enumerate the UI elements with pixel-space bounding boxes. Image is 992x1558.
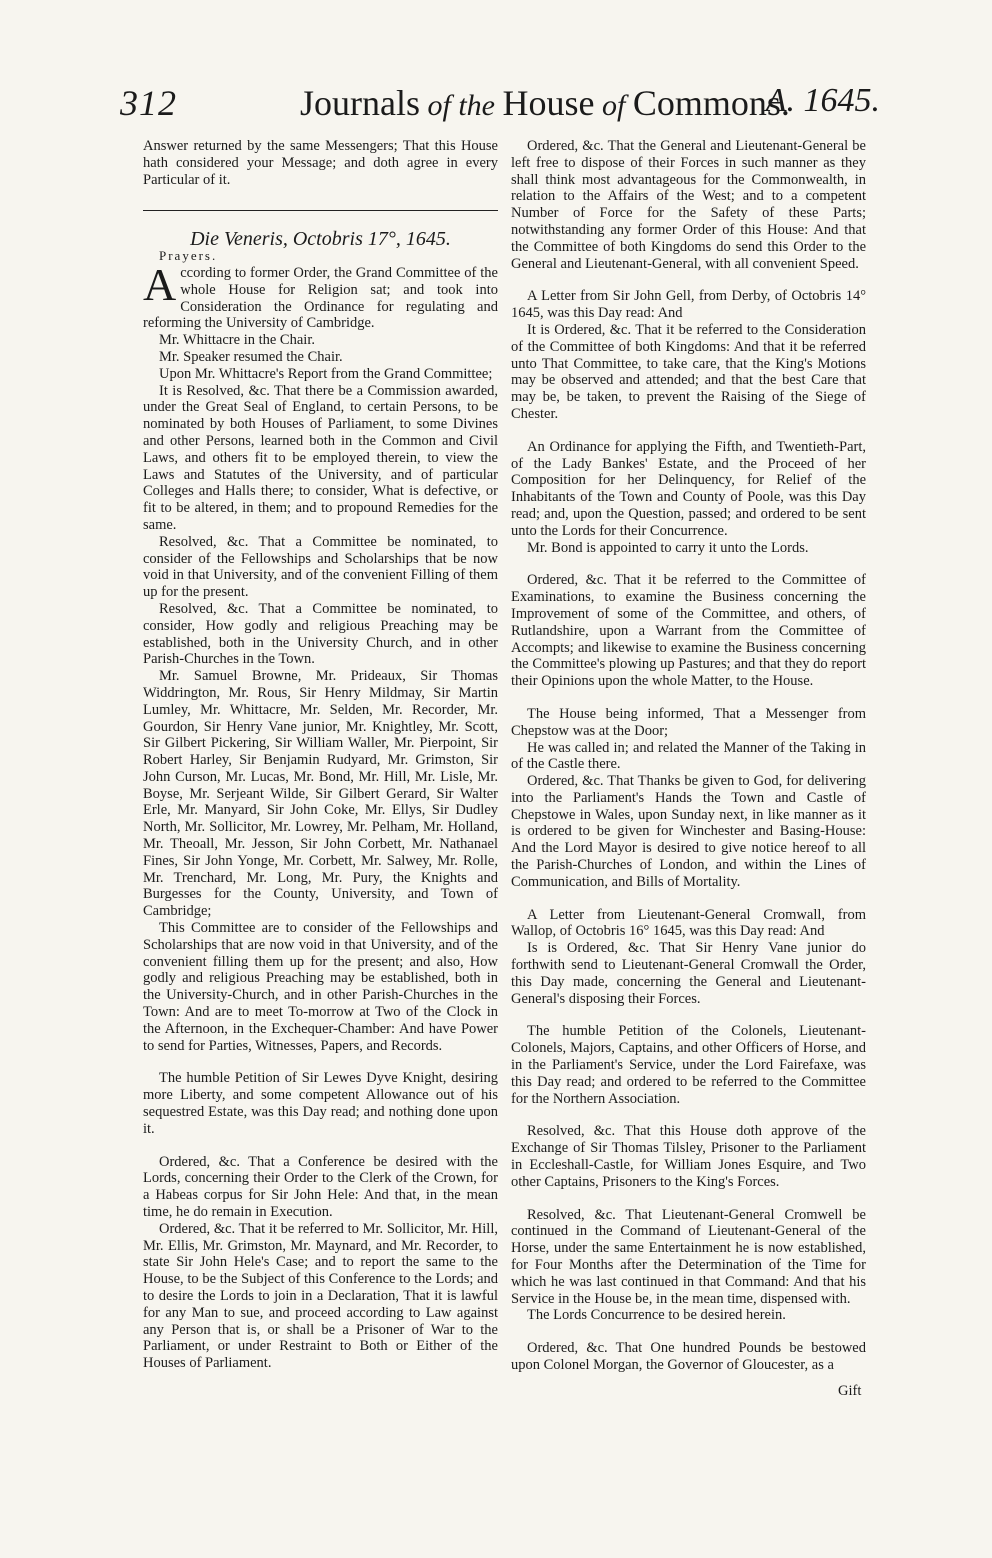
spacer <box>143 1054 498 1070</box>
running-title <box>300 82 790 124</box>
page-number: 312 <box>120 83 177 123</box>
paragraph-gell-letter: A Letter from Sir John Gell, from Derby, of Octobris 14° 1645, was this Day read: And <box>511 288 866 322</box>
paragraph-members: Mr. Samuel Browne, Mr. Prideaux, Sir Thomas Widdrington, Mr. Rous, Sir Henry Mildmay, Sir Martin Lumley, Mr. Whittacre, Mr. Selden, Mr. Recorder, Mr. Gourdon, Sir Henry Vane junior, Mr. Knightley, Mr. Scott, Sir Gilbert Pickering, Sir William Waller, Mr. Pierpoint, Sir Robert Harley, Sir Benjamin Rudyard, Mr. Grimston, Sir John Curson, Mr. Lucas, Mr. Bond, Mr. Hill, Mr. Lisle, Mr. Boyse, Mr. Serjeant Wilde, Sir Gilbert Gerard, Sir Walter Erle, Mr. Manyard, Sir John Coke, Mr. Ellys, Sir Dudley North, Mr. Sollicitor, Mr. Lowrey, Mr. Pelham, Mr. Holland, Mr. Theoall, Mr. Jesson, Sir John Corbett, Mr. Nathanael Fines, Sir John Yonge, Mr. Corbett, Mr. Salwey, Mr. Rolle, Mr. Trenchard, Mr. Long, Mr. Pury, the Knights and Burgesses for the County, University, and Town of Cambridge; <box>143 668 498 920</box>
prayers-label: Prayers. <box>159 248 218 264</box>
page-year: A. 1645. <box>765 82 880 119</box>
paragraph-ordinance-text: ccording to former Order, the Grand Committee of the whole House for Religion sat; and took into Consideration the Ordinance for regulating and reforming the University of Cambridge. <box>143 264 498 332</box>
paragraph-colonels-petition: The humble Petition of the Colonels, Lieutenant-Colonels, Majors, Captains, and other Officers of Horse, and in the Parliament's Service, under the Lord Fairefaxe, was this Day read; and ordered to be referred to the Committee for the Northern Association. <box>511 1023 866 1107</box>
page-header <box>120 82 880 132</box>
paragraph-bond: Mr. Bond is appointed to carry it unto the Lords. <box>527 539 809 556</box>
paragraph-committee: This Committee are to consider of the Fellowships and Scholarships that are now void in that University, and of the convenient filling them up for the present; and also, How godly and religious Preaching may be established, both in the University-Church, and in other Parish-Churches in the Town: And are to meet To-morrow at Two of the Clock in the Afternoon, in the Exchequer-Chamber: And have Power to send for Parties, Witnesses, Papers, and Records. <box>143 920 498 1054</box>
paragraph-general-forces: Ordered, &c. That the General and Lieutenant-General be left free to dispose of their Forces in such manner as they shall think most advantageous for the Commonwealth, in relation to the Affairs of the West; and to a competent Number of Force for the Safety of these Parts; notwithstanding any former Order of this House: And that the Committee of both Kingdoms do send this Order to the General and Lieutenant-General, with all convenient Speed. <box>511 138 866 272</box>
title-journals: Journals <box>300 83 420 123</box>
title-commons: Commons. <box>632 83 790 123</box>
paragraph-dyve-petition: The humble Petition of Sir Lewes Dyve Knight, desiring more Liberty, and some competent Allowance out of his sequestred Estate, was this Day read; and nothing done upon it. <box>143 1070 498 1137</box>
catchword: Gift <box>838 1383 862 1399</box>
spacer <box>511 891 866 907</box>
title-house: House <box>502 83 595 123</box>
paragraph-cromwell-command: Resolved, &c. That Lieutenant-General Cromwell be continued in the Command of Lieutenant-General of the Horse, under the same Entertainment he is now established, for Four Months after the Determination of the Time for which he was last continued in that Command: And that his Service in the House be, in the mean time, dispensed with. <box>511 1206 866 1307</box>
paragraph-hele-case: Ordered, &c. That it be referred to Mr. Sollicitor, Mr. Hill, Mr. Ellis, Mr. Grimston, Mr. Maynard, and Mr. Recorder, to state Sir John Hele's Case; and to report the same to the House, to be the Subject of this Conference to the Lords; and to desire the Lords to join in a Declaration, That it is lawful for any Man to sue, and proceed according to Law against any Person that is, or shall be a Prisoner of War to the Parliament, or under Restraint to Both or Either of the Houses of Parliament. <box>143 1220 498 1372</box>
paragraph-morgan: Ordered, &c. That One hundred Pounds be bestowed upon Colonel Morgan, the Governor of Gloucester, as a <box>511 1340 866 1373</box>
spacer <box>511 690 866 706</box>
section-divider <box>143 210 498 211</box>
paragraph-called-in: He was called in; and related the Manner of the Taking in of the Castle there. <box>511 739 866 773</box>
paragraph-chair: Mr. Whittacre in the Chair. <box>159 332 315 349</box>
title-of: of <box>594 89 633 122</box>
title-of-the: of the <box>420 89 503 122</box>
paragraph-thanks: Ordered, &c. That Thanks be given to God, for delivering into the Parliament's Hands the Town and Castle of Chepstowe in Wales, upon Sunday next, in like manner as it is ordered to be given for Winchester and Basing-House: And the Lord Mayor is desired to give notice hereof to all the Parish-Churches of London, and within the Lines of Communication, and Bills of Mortality. <box>511 773 866 890</box>
paragraph-tilsley-exchange: Resolved, &c. That this House doth approve of the Exchange of Sir Thomas Tilsley, Prisoner to the Parliament in Eccleshall-Castle, for William Jones Esquire, and Two other Captains, Prisoners to the King's Forces. <box>511 1123 866 1190</box>
paragraph-bankes-ordinance: An Ordinance for applying the Fifth, and Twentieth-Part, of the Lady Bankes' Estate, and the Proceed of her Composition for her Delinquency, for Relief of the Inhabitants of the Town and County of Poole, was this Day read; and, upon the Question, passed; and ordered to be sent unto the Lords for their Concurrence. <box>511 438 866 539</box>
paragraph-both-kingdoms: It is Ordered, &c. That it be referred to the Consideration of the Committee of both Kingdoms: And that it be referred unto That Committee, to take care, that the King's Motions may be observed and attended; and that the best Care that may be, be taken, to prevent the Raising of the Siege of Chester. <box>511 321 866 422</box>
paragraph-fellowships: Resolved, &c. That a Committee be nominated, to consider of the Fellowships and Scholarships that be now void in that University, and of the convenient Filling of them up for the present. <box>143 533 498 601</box>
left-column <box>143 138 498 1372</box>
spacer <box>511 1191 866 1207</box>
paragraph-commission: It is Resolved, &c. That there be a Commission awarded, under the Great Seal of England, to certain Persons, to be nominated by both Houses of Parliament, to some Divines and other Persons, learned both in the Common and Civil Laws, and others fit to be employed therein, to view the Laws and Statutes of the University, and of particular Colleges and Halls there; to consider, What is defective, or fit to be altered, in them; and to propound Remedies for the same. <box>143 382 498 533</box>
paragraph-report: Upon Mr. Whittacre's Report from the Grand Committee; <box>159 365 493 382</box>
spacer <box>511 556 866 572</box>
spacer <box>511 1007 866 1023</box>
paragraph-vane-order: Is is Ordered, &c. That Sir Henry Vane junior do forthwith send to Lieutenant-General Cromwall the Order, this Day made, concerning the General and Lieutenant-General's disposing their Forces. <box>511 940 866 1007</box>
spacer <box>143 1138 498 1154</box>
day-heading: Die Veneris, Octobris 17°, 1645. <box>190 228 451 251</box>
paragraph-cromwall-letter: A Letter from Lieutenant-General Cromwall, from Wallop, of Octobris 16° 1645, was this Day read: And <box>511 906 866 940</box>
paragraph-concurrence: The Lords Concurrence to be desired herein. <box>527 1307 786 1324</box>
spacer <box>511 1107 866 1123</box>
paragraph-hele-conference: Ordered, &c. That a Conference be desired with the Lords, concerning their Order to the Clerk of the Crown, for a Habeas corpus for Sir John Hele: And that, in the mean time, he do remain in Execution. <box>143 1153 498 1221</box>
paragraph-ordinance <box>143 258 498 332</box>
paragraph-messenger: The House being informed, That a Messenger from Chepstow was at the Door; <box>511 705 866 739</box>
paragraph-answer: Answer returned by the same Messengers; That this House hath considered your Message; and doth agree in every Particular of it. <box>143 138 498 188</box>
drop-cap: A <box>143 258 177 310</box>
paragraph-speaker: Mr. Speaker resumed the Chair. <box>159 348 343 365</box>
right-column <box>511 138 866 1374</box>
spacer <box>511 272 866 288</box>
spacer <box>511 1324 866 1340</box>
spacer <box>511 423 866 439</box>
paragraph-preaching: Resolved, &c. That a Committee be nominated, to consider, How godly and religious Preaching may be established, both in the University Church, and in other Parish-Churches in the Town. <box>143 600 498 668</box>
paragraph-examinations: Ordered, &c. That it be referred to the Committee of Examinations, to examine the Business concerning the Improvement of some of the Committee, and others, of Rutlandshire, upon a Warrant from the Committee of Accompts; and likewise to examine the Business concerning the Committee's plowing up Pastures; and that they do report their Opinions upon the whole Matter, to the House. <box>511 572 866 690</box>
